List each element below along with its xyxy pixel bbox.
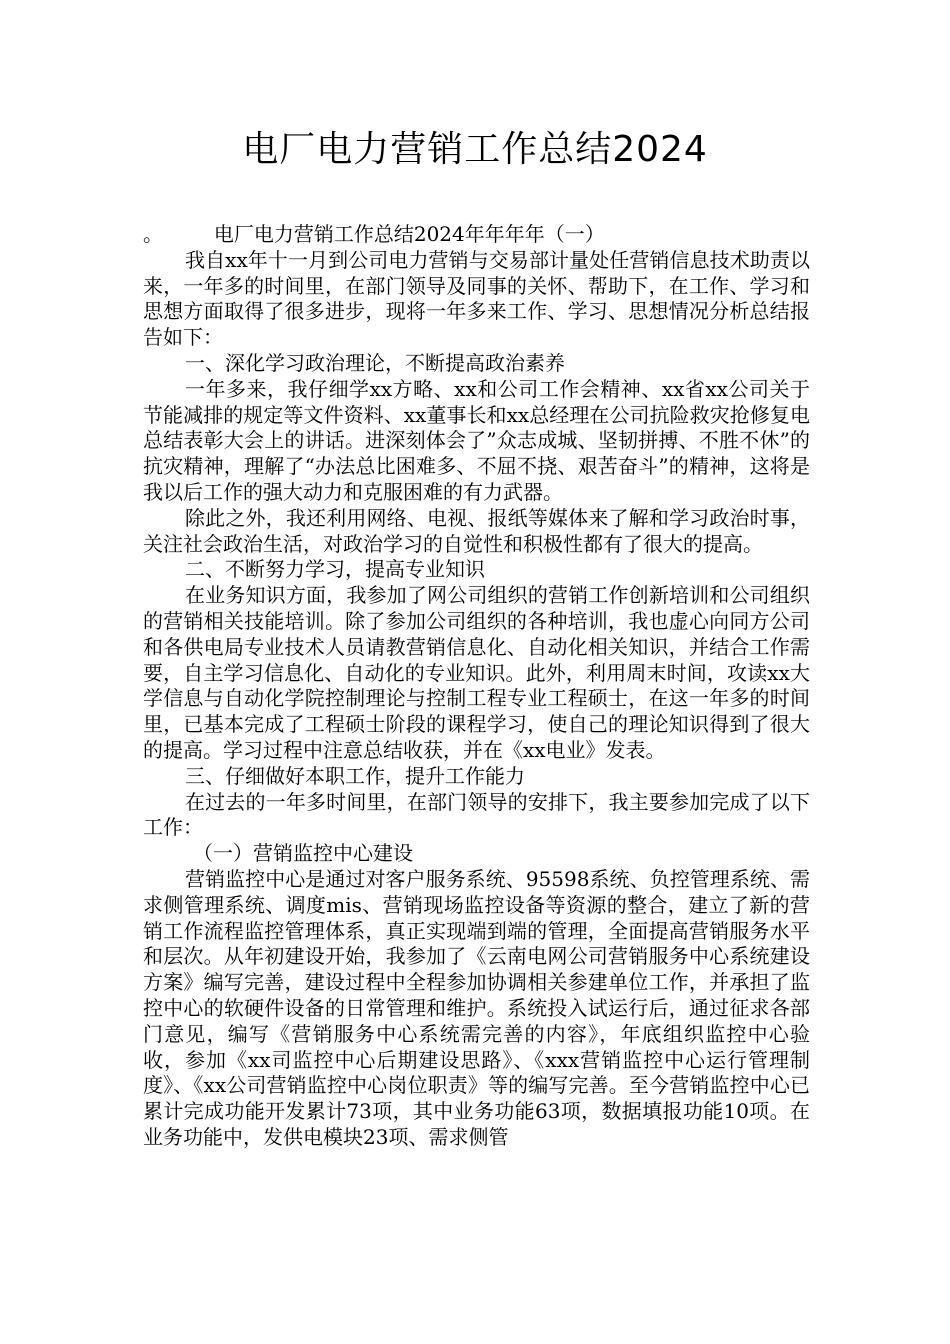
lead-line (143, 222, 810, 248)
paragraph: 一年多来，我仔细学xx方略、xx和公司工作会精神、xx省xx公司关于节能减排的规定等文件资料、xx董事长和xx总经理在公司抗险救灾抢修复电总结表彰大会上的讲话。进深刻体会了”众志成城、坚韧拼搏、不胜不休”的抗灾精神，理解了“办法总比困难多、不屈不挠、艰苦奋斗”的精神，这将是我以后工作的强大动力和克服困难的有力武器。 (143, 376, 810, 504)
paragraph: 营销监控中心是通过对客户服务系统、95598系统、负控管理系统、需求侧管理系统、调度mis、营销现场监控设备等资源的整合，建立了新的营销工作流程监控管理体系，真正实现端到端的管理，全面提高营销服务水平和层次。从年初建设开始，我参加了《云南电网公司营销服务中心系统建设方案》编写完善，建设过程中全程参加协调相关参建单位工作，并承担了监控中心的软硬件设备的日常管理和维护。系统投入试运行后，通过征求各部门意见，编写《营销服务中心系统需完善的内容》，年底组织监控中心验收，参加《xx司监控中心后期建设思路》、《xxx营销监控中心运行管理制度》、《xx公司营销监控中心岗位职责》等的编写完善。至今营销监控中心已累计完成功能开发累计73项，其中业务功能63项，数据填报功能10项。在业务功能中，发供电模块23项、需求侧管 (143, 866, 810, 1149)
section-heading: 一、深化学习政治理论，不断提高政治素养 (185, 350, 565, 375)
lead-marker: 。 (143, 222, 163, 246)
document-title: 电厂电力营销工作总结2024 (242, 129, 708, 170)
document-body (143, 222, 810, 1151)
paragraph: 在过去的一年多时间里，在部门领导的安排下，我主要参加完成了以下工作： (143, 789, 810, 840)
paragraph: 在业务知识方面，我参加了网公司组织的营销工作创新培训和公司组织的营销相关技能培训。除了参加公司组织的各种培训，我也虚心向同方公司和各供电局专业技术人员请教营销信息化、自动化相关知识，并结合工作需要，自主学习信息化、自动化的专业知识。此外，利用周末时间，攻读xx大学信息与自动化学院控制理论与控制工程专业工程硕士，在这一年多的时间里，已基本完成了工程硕士阶段的课程学习，使自己的理论知识得到了很大的提高。学习过程中注意总结收获，并在《xx电业》发表。 (143, 583, 810, 762)
section-heading: 二、不断努力学习，提高专业知识 (185, 557, 485, 582)
subsection-heading: （一）营销监控中心建设 (193, 841, 413, 866)
paragraph: 除此之外，我还利用网络、电视、报纸等媒体来了解和学习政治时事，关注社会政治生活，对政治学习的自觉性和积极性都有了很大的提高。 (143, 505, 810, 556)
section-heading: 三、仔细做好本职工作，提升工作能力 (185, 763, 525, 788)
lead-text: 电厂电力营销工作总结2024年年年年（一） (213, 222, 605, 246)
paragraph: 我自xx年十一月到公司电力营销与交易部计量处任营销信息技术助责以来，一年多的时间里，在部门领导及同事的关怀、帮助下，在工作、学习和思想方面取得了很多进步，现将一年多来工作、学习、思想情况分析总结报告如下： (143, 247, 810, 350)
